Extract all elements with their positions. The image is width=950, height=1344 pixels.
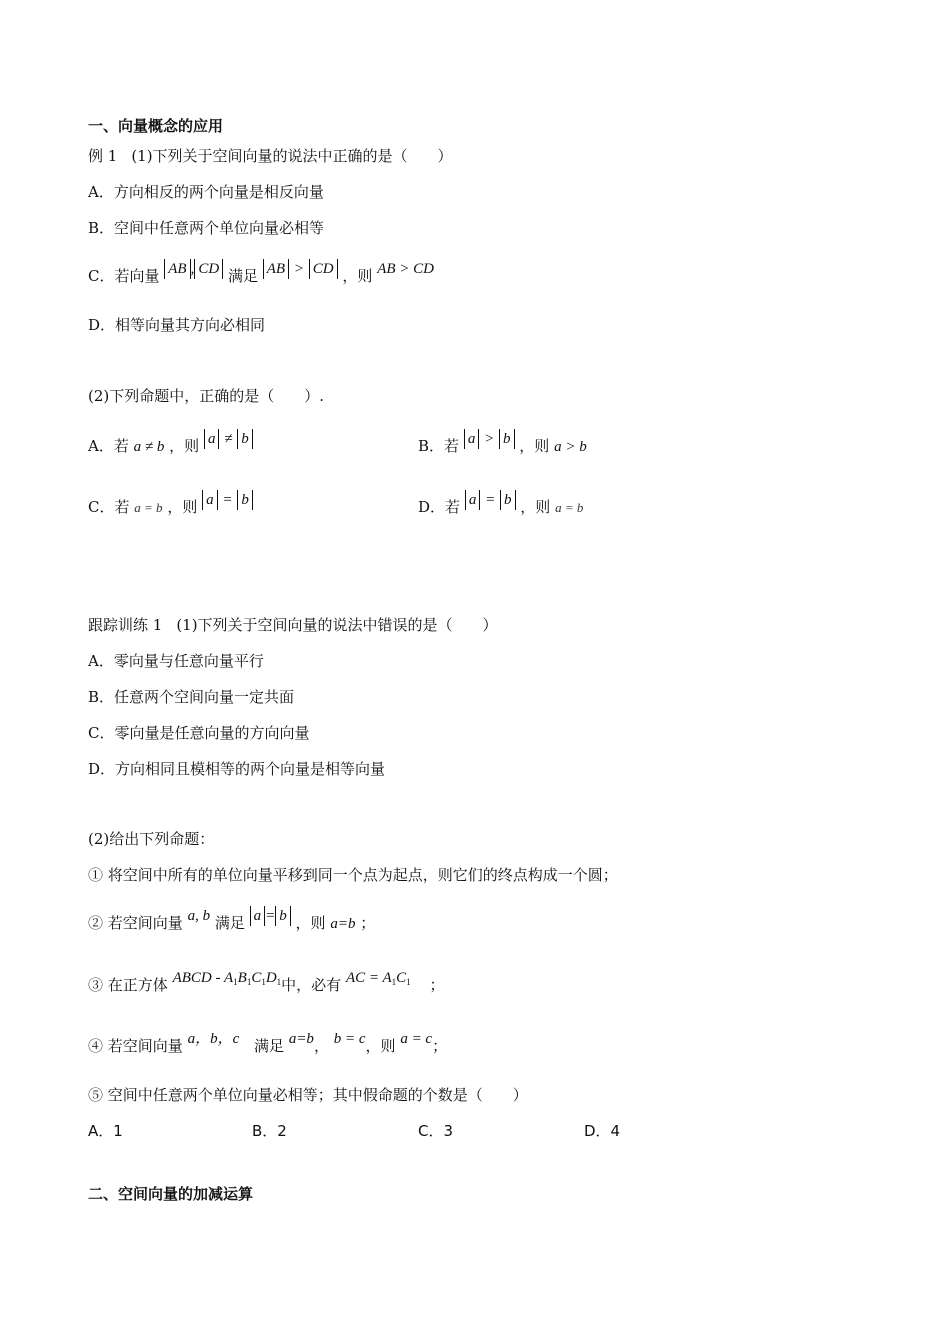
track-1-q2-option-b: B．2	[252, 1122, 287, 1140]
proposition-1: ① 将空间中所有的单位向量平移到同一个点为起点，则它们的终点构成一个圆；	[88, 866, 618, 884]
example-1-q1-stem: (1)下列关于空间向量的说法中正确的是（ ）	[131, 147, 453, 165]
track-1-q2-option-d: D．4	[584, 1122, 621, 1140]
track-1-q1-option-a: A．零向量与任意向量平行	[88, 652, 264, 670]
abs-cd: CD	[194, 259, 223, 279]
track-1-stem: 跟踪训练 1 (1)下列关于空间向量的说法中错误的是（ ）	[88, 616, 498, 634]
section-1-title: 一、向量概念的应用	[88, 117, 224, 135]
proposition-2: ② 若空间向量 a, b 满足 a = b ，则 a=b ；	[88, 908, 376, 932]
track-1-q1-option-c: C．零向量是任意向量的方向向量	[88, 724, 310, 742]
example-1-q1-option-d: D．相等向量其方向必相同	[88, 316, 266, 334]
track-1-label: 跟踪训练 1	[88, 616, 163, 634]
track-1-q2-stem: (2)给出下列命题：	[88, 830, 215, 848]
track-1-q2-option-a: A．1	[88, 1122, 123, 1140]
track-1-q2-option-c: C．3	[418, 1122, 454, 1140]
cube-name: ABCD - $A_1B_1C_1D_1$	[172, 970, 282, 987]
proposition-3: ③ 在正方体 ABCD - $A_1B_1C_1D_1$中，必有 AC = $A_1C_1$ ；	[88, 970, 445, 994]
example-1-q1-option-b: B．空间中任意两个单位向量必相等	[88, 219, 325, 237]
track-1-q1-option-d: D．方向相同且模相等的两个向量是相等向量	[88, 760, 386, 778]
example-1-stem	[88, 146, 453, 166]
proposition-5: ⑤ 空间中任意两个单位向量必相等；其中假命题的个数是（ ）	[88, 1086, 528, 1104]
section-2-title: 二、空间向量的加减运算	[88, 1185, 254, 1203]
example-1-q2-stem: (2)下列命题中，正确的是（ ）.	[88, 387, 325, 405]
abs-ab: AB	[164, 259, 190, 279]
example-1-q2-option-d: D．若 a = b ，则 a = b	[418, 492, 584, 516]
vector-equality: AC = $A_1C_1$	[345, 970, 411, 987]
example-1-q1-option-a: A．方向相反的两个向量是相反向量	[88, 183, 324, 201]
example-1-q2-option-a: A．若 a ≠ b ，则 a ≠ b	[88, 436, 253, 457]
example-1-q2-option-c: C．若 a = b ，则 a = b	[88, 497, 253, 518]
track-1-q1-option-b: B．任意两个空间向量一定共面	[88, 688, 295, 706]
example-1-q1-option-c: C．若向量 AB , CD 满足 AB > CD ，则 AB > CD	[88, 261, 434, 285]
example-1-q2-option-b: B．若 a > b ，则 a > b	[418, 431, 587, 455]
conclusion-ab-gt-cd: AB > CD	[377, 261, 434, 277]
proposition-4: ④ 若空间向量 a，b，c 满足 a=b， b = c，则 a = c；	[88, 1031, 448, 1055]
example-1-label: 例 1	[88, 147, 118, 165]
